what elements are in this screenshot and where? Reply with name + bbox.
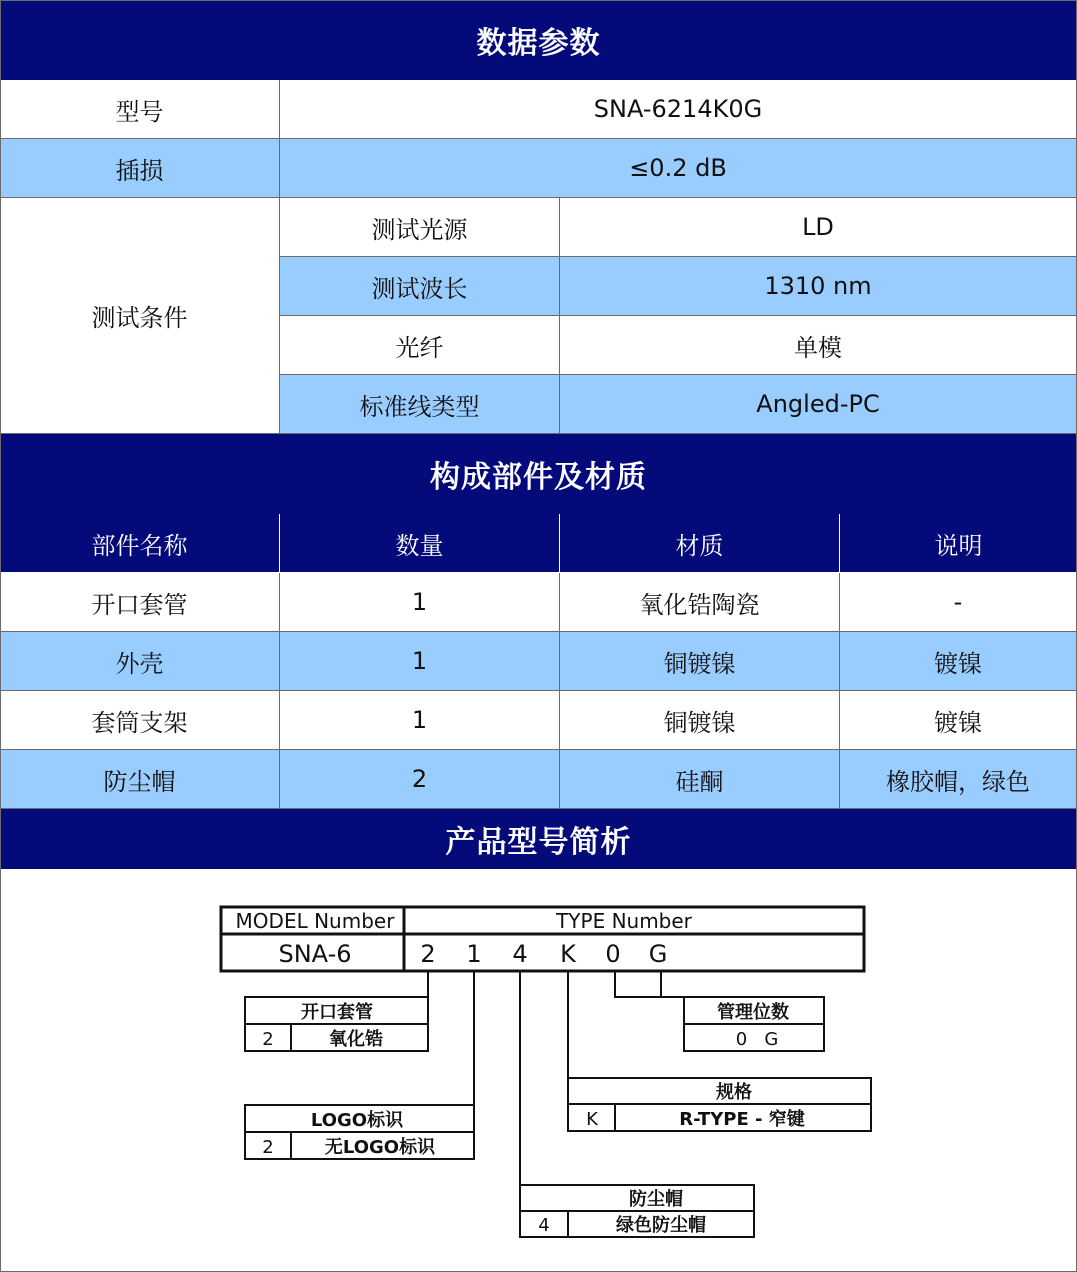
insertion-loss-label: 插损 (0, 139, 280, 198)
component-qty: 1 (280, 632, 560, 691)
component-name: 防尘帽 (0, 750, 280, 809)
type-char: 2 (420, 940, 436, 968)
test-row-label: 标准线类型 (280, 375, 560, 434)
test-row-value: 1310 nm (560, 257, 1077, 316)
type-char: 0 (605, 940, 621, 968)
component-material: 氧化锆陶瓷 (560, 573, 840, 632)
model-prefix: SNA-6 (278, 940, 352, 968)
components-section-title: 构成部件及材质 (0, 434, 1077, 514)
component-note: 橡胶帽，绿色 (840, 750, 1077, 809)
logo-desc: 无LOGO标识 (324, 1137, 436, 1158)
model-label: 型号 (0, 80, 280, 139)
test-conditions-label: 测试条件 (0, 198, 280, 434)
type-number-label: TYPE Number (556, 909, 692, 933)
col-header-qty: 数量 (280, 514, 560, 573)
insertion-loss-value: ≤0.2 dB (280, 139, 1077, 198)
spec-code: K (586, 1109, 598, 1130)
test-row-value: Angled-PC (560, 375, 1077, 434)
test-row-label: 光纤 (280, 316, 560, 375)
type-char: K (560, 940, 576, 968)
component-qty: 1 (280, 573, 560, 632)
component-note: 镀镍 (840, 632, 1077, 691)
component-name: 套筒支架 (0, 691, 280, 750)
test-row-value: LD (560, 198, 1077, 257)
mgmt-title: 管理位数 (717, 1002, 789, 1023)
params-section-title: 数据参数 (0, 0, 1077, 80)
sleeve-desc: 氧化锆 (329, 1029, 383, 1050)
cap-title: 防尘帽 (629, 1189, 683, 1210)
model-section-title: 产品型号简析 (0, 809, 1077, 869)
spec-title: 规格 (716, 1082, 752, 1103)
component-material: 硅酮 (560, 750, 840, 809)
component-name: 开口套管 (0, 573, 280, 632)
type-char: 1 (466, 940, 482, 968)
component-material: 铜镀镍 (560, 691, 840, 750)
model-number-label: MODEL Number (235, 909, 395, 933)
spec-desc: R-TYPE - 窄键 (679, 1109, 805, 1130)
test-row-label: 测试波长 (280, 257, 560, 316)
component-note: - (840, 573, 1077, 632)
test-row-value: 单模 (560, 316, 1077, 375)
component-qty: 1 (280, 691, 560, 750)
cap-desc: 绿色防尘帽 (616, 1215, 706, 1236)
type-char: G (648, 940, 668, 968)
component-material: 铜镀镍 (560, 632, 840, 691)
model-value: SNA-6214K0G (280, 80, 1077, 139)
mgmt-code: 0 G (735, 1029, 779, 1050)
component-qty: 2 (280, 750, 560, 809)
sleeve-code: 2 (262, 1029, 274, 1050)
sleeve-title: 开口套管 (301, 1002, 373, 1023)
test-row-label: 测试光源 (280, 198, 560, 257)
component-name: 外壳 (0, 632, 280, 691)
logo-code: 2 (262, 1137, 274, 1158)
col-header-material: 材质 (560, 514, 840, 573)
cap-code: 4 (538, 1215, 550, 1236)
type-char: 4 (512, 940, 528, 968)
col-header-name: 部件名称 (0, 514, 280, 573)
logo-title: LOGO标识 (310, 1110, 404, 1131)
component-note: 镀镍 (840, 691, 1077, 750)
col-header-note: 说明 (840, 514, 1077, 573)
